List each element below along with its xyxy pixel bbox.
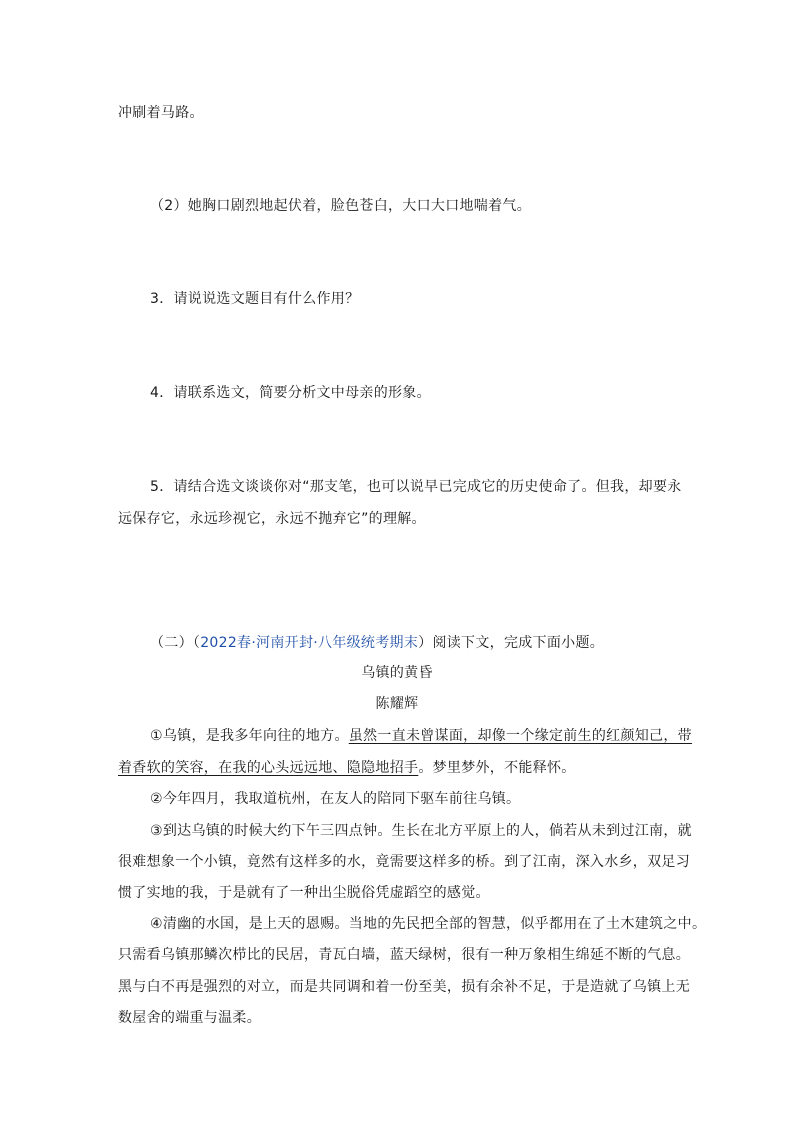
section-2-suffix: ）阅读下文，完成下面小题。 xyxy=(418,635,605,651)
question-4: 4．请联系选文，简要分析文中母亲的形象。 xyxy=(150,385,431,401)
paragraph-4-line-4: 数屋舍的端重与温柔。 xyxy=(118,1010,261,1026)
passage-author: 陈耀辉 xyxy=(375,696,419,712)
paragraph-1-text-a: ①乌镇，是我多年向往的地方。 xyxy=(150,728,349,744)
paragraph-1-text-d: 。梦里梦外，不能释怀。 xyxy=(418,760,576,776)
paragraph-3-line-3: 惯了实地的我，于是就有了一种出尘脱俗凭虚蹈空的感觉。 xyxy=(118,885,490,901)
question-3: 3．请说说选文题目有什么作用？ xyxy=(150,291,360,307)
underlined-sentence-part-2: 着香软的笑容，在我的心头远远地、隐隐地招手 xyxy=(118,760,419,776)
sentence-2: （2）她胸口剧烈地起伏着，脸色苍白，大口大口地喘着气。 xyxy=(150,198,532,214)
paragraph-1-line-2 xyxy=(118,758,576,778)
section-2-prefix: （二）（ xyxy=(150,635,201,651)
paragraph-3-line-1: ③到达乌镇的时候大约下午三四点钟。生长在北方平原上的人，倘若从未到过江南，就 xyxy=(150,823,692,839)
source-tag: 2022春·河南开封·八年级统考期末 xyxy=(200,635,419,651)
paragraph-4-line-1: ④清幽的水国，是上天的恩赐。当地的先民把全部的智慧，似乎都用在了土木建筑之中。 xyxy=(150,916,707,932)
fragment-line: 冲刷着马路。 xyxy=(118,105,204,121)
paragraph-4-line-2: 只需看乌镇那鳞次栉比的民居，青瓦白墙，蓝天绿树，很有一种万象相生绵延不断的气息。 xyxy=(118,947,690,963)
underlined-sentence-part-1: 虽然一直未曾谋面，却像一个缘定前生的红颜知己，带 xyxy=(348,728,692,744)
paragraph-2: ②今年四月，我取道杭州，在友人的陪同下驱车前往乌镇。 xyxy=(150,791,521,807)
passage-title: 乌镇的黄昏 xyxy=(361,665,433,681)
question-5-line-1: 5．请结合选文谈谈你对“那支笔，也可以说早已完成它的历史使命了。但我，却要永 xyxy=(150,479,682,495)
paragraph-1-line-1 xyxy=(150,726,692,746)
paragraph-4-line-3: 黑与白不再是强烈的对立，而是共同调和着一份至美，损有余补不足，于是造就了乌镇上无 xyxy=(118,979,690,995)
question-5-line-2: 远保存它，永远珍视它，永远不抛弃它”的理解。 xyxy=(118,511,426,527)
section-2-heading xyxy=(150,633,604,653)
paragraph-3-line-2: 很难想象一个小镇，竟然有这样多的水，竟需要这样多的桥。到了江南，深入水乡，双足习 xyxy=(118,854,690,870)
